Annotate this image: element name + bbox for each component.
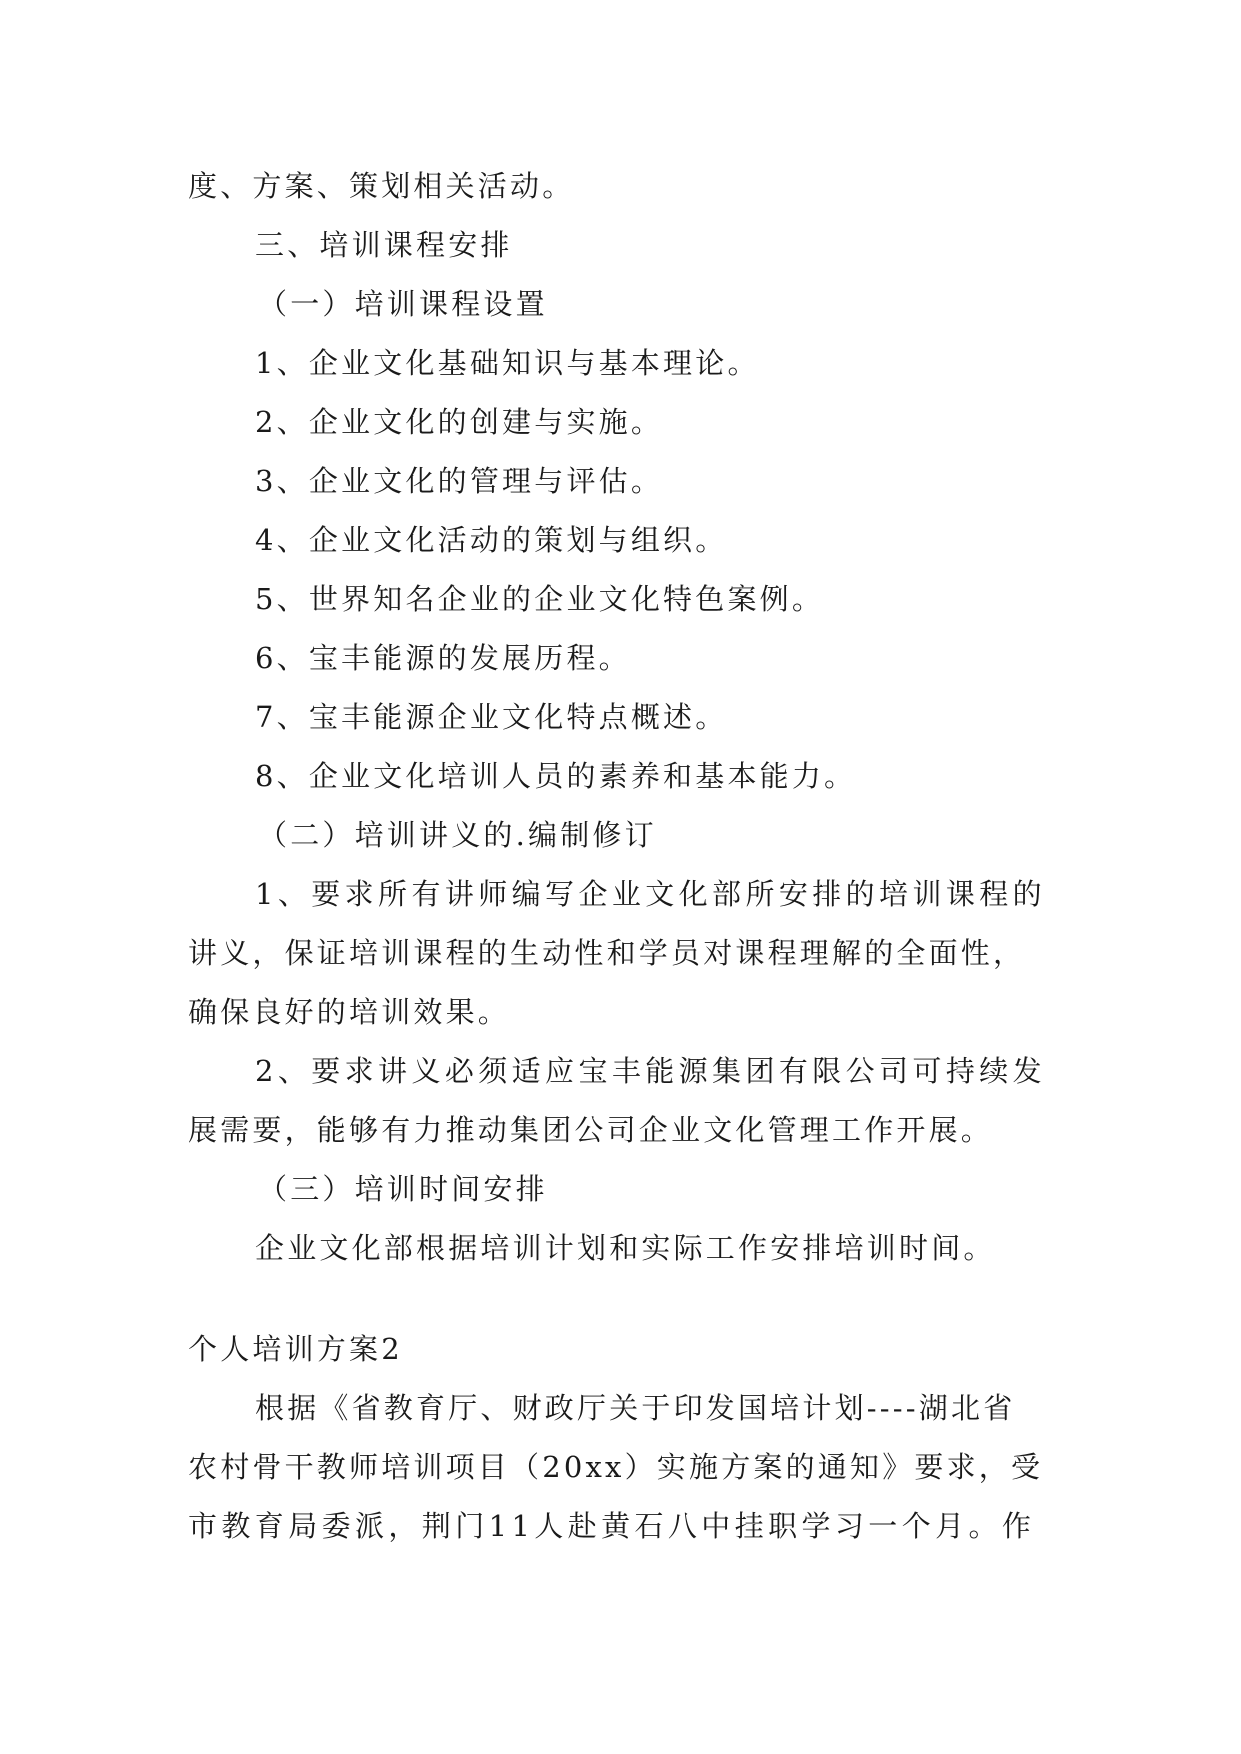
subsection-heading: （三）培训时间安排 <box>258 1172 548 1206</box>
list-item: 7、宝丰能源企业文化特点概述。 <box>255 700 728 734</box>
paragraph-line: 根据《省教育厅、财政厅关于印发国培计划----湖北省 <box>255 1391 1016 1425</box>
list-item: 2、企业文化的创建与实施。 <box>255 405 664 439</box>
text-line: 度、方案、策划相关活动。 <box>188 169 575 203</box>
list-item: 4、企业文化活动的策划与组织。 <box>255 523 728 557</box>
paragraph-line: 展需要，能够有力推动集团公司企业文化管理工作开展。 <box>188 1113 994 1147</box>
paragraph-line: 2、要求讲义必须适应宝丰能源集团有限公司可持续发 <box>255 1054 1047 1088</box>
list-item: 8、企业文化培训人员的素养和基本能力。 <box>255 759 857 793</box>
document-title: 个人培训方案2 <box>188 1332 403 1366</box>
list-item: 3、企业文化的管理与评估。 <box>255 464 664 498</box>
section-heading: 三、培训课程安排 <box>255 228 513 262</box>
list-item: 5、世界知名企业的企业文化特色案例。 <box>255 582 825 616</box>
list-item: 6、宝丰能源的发展历程。 <box>255 641 631 675</box>
paragraph-line: 1、要求所有讲师编写企业文化部所安排的培训课程的 <box>255 877 1047 911</box>
paragraph-line: 确保良好的培训效果。 <box>188 995 511 1029</box>
paragraph-line: 企业文化部根据培训计划和实际工作安排培训时间。 <box>255 1231 996 1265</box>
paragraph-line: 讲义，保证培训课程的生动性和学员对课程理解的全面性， <box>188 936 1026 970</box>
paragraph-line: 市教育局委派，荆门11人赴黄石八中挂职学习一个月。作 <box>188 1509 1036 1543</box>
subsection-heading: （二）培训讲义的.编制修订 <box>258 818 657 852</box>
list-item: 1、企业文化基础知识与基本理论。 <box>255 346 760 380</box>
subsection-heading: （一）培训课程设置 <box>258 287 548 321</box>
paragraph-line: 农村骨干教师培训项目（20xx）实施方案的通知》要求，受 <box>188 1450 1044 1484</box>
